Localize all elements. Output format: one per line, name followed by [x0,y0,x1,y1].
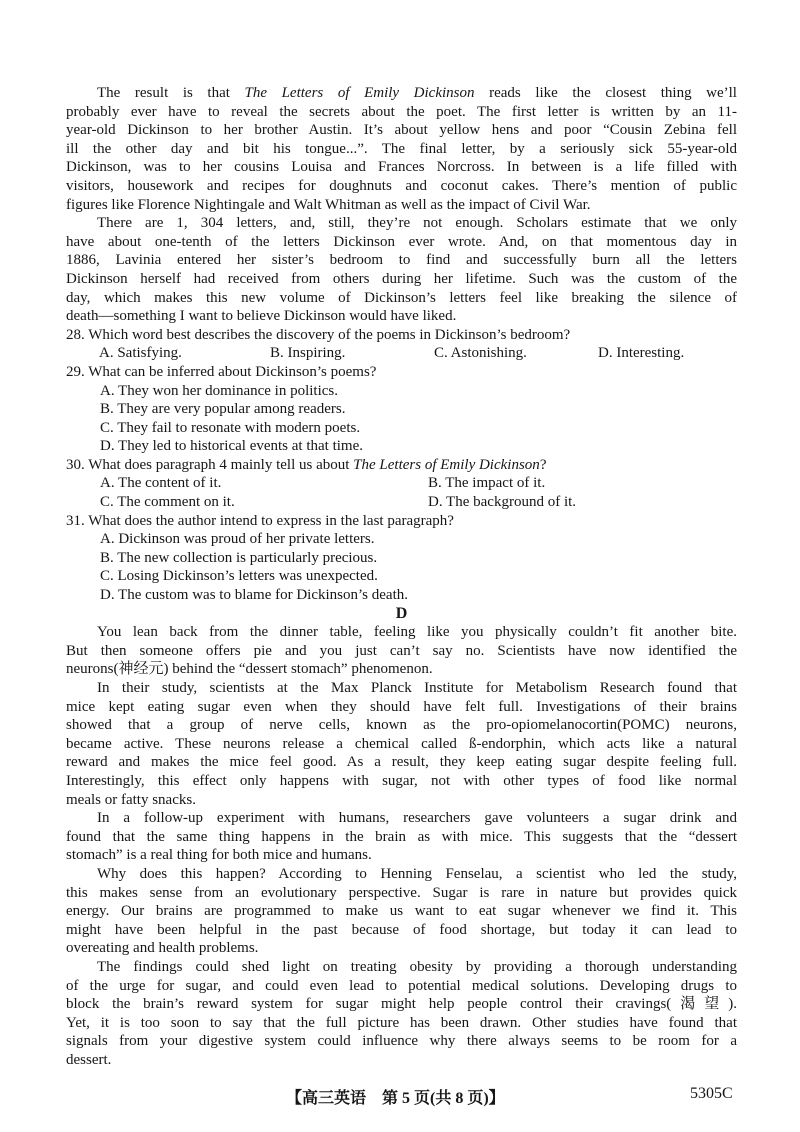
passage-line: reward and makes the mice feel good. As a result, they keep eating sugar despite feeling full. [66,754,737,771]
option-item: B. The impact of it. [428,475,546,492]
option-item: A. The content of it. [100,475,222,492]
passage-line: might have been helpful in the past because of food shortage, but today it can lead to [66,921,737,938]
passage-line: death—something I want to believe Dickinson would have liked. [66,308,457,325]
option-item: C. The comment on it. [100,494,235,511]
option-item: B. They are very popular among readers. [100,401,346,418]
passage-line: 1886, Lavinia entered her sister’s bedroom to find and successfully burn all the letters [66,252,737,269]
option-item: A. They won her dominance in politics. [100,382,339,399]
option-item: D. The background of it. [428,494,577,511]
passage-line: Interestingly, this effect only happens with sugar, not with other types of food like normal [66,772,737,789]
section-label: D [395,604,408,622]
passage-line: In their study, scientists at the Max Planck Institute for Metabolism Research found that [97,680,737,696]
footer-paper-code: 5305C [690,1085,733,1102]
passage-line: meals or fatty snacks. [66,791,196,808]
passage-line: found that the same thing happens in the brain as with mice. This suggests that the “dessert [66,828,737,845]
option-item: D. The custom was to blame for Dickinson’s death. [100,587,408,604]
option-item: B. The new collection is particularly precious. [100,549,378,566]
question-stem: 29. What can be inferred about Dickinson’s poems? [66,363,377,380]
passage-line: You lean back from the dinner table, feeling like you physically couldn’t fit another bite. [97,624,737,641]
passage-line: have about one-tenth of the letters Dickinson ever wrote. And, on that momentous day in [66,233,737,250]
option-item: C. Astonishing. [434,345,527,362]
passage-line: ill the other day and bit his tongue...”. The final letter, by a seriously sick 55-year-old [66,140,737,157]
page-content [66,84,737,1069]
passage-line: of the urge for sugar, and could even lead to potential medical solutions. Developing drugs to [66,977,737,994]
question-stem: 28. Which word best describes the discovery of the poems in Dickinson’s bedroom? [66,326,571,343]
question-stem: 30. What does paragraph 4 mainly tell us about The Letters of Emily Dickinson? [66,456,547,473]
option-item: D. They led to historical events at that time. [100,438,363,455]
option-item: A. Satisfying. [99,345,182,362]
passage-line: showed that a group of nerve cells, known as the pro-opiomelanocortin(POMC) neurons, [66,717,737,734]
option-item: D. Interesting. [598,345,685,362]
passage-line: mice kept eating sugar even when they should have felt full. Investigations of their brains [66,698,737,715]
passage-line: Dickinson, was to her cousins Louisa and Frances Norcross. In between is a life filled with [66,159,737,176]
option-item: A. Dickinson was proud of her private letters. [100,531,375,548]
passage-line: this makes sense from an evolutionary perspective. Sugar is rare in nature but provides quick [66,884,737,901]
option-item: B. Inspiring. [270,345,346,362]
footer-page-label: 【高三英语 第 5 页(共 8 页)】 [286,1090,505,1107]
passage-line: The findings could shed light on treating obesity by providing a thorough understanding [97,958,737,975]
passage-line: Yet, it is too soon to say that the full picture has been drawn. Other studies have found that [66,1014,737,1031]
passage-line: block the brain’s reward system for sugar might help people control their cravings(渴望). [66,996,737,1013]
passage-line: The result is that The Letters of Emily Dickinson reads like the closest thing we’ll [97,85,737,101]
page-footer [0,1085,800,1109]
passage-line: signals from your digestive system could influence why there always seems to be room for a [66,1033,737,1050]
passage-line: year-old Dickinson to her brother Austin. It’s about yellow hens and poor “Cousin Zebina fell [66,122,737,139]
passage-line: energy. Our brains are programmed to make us want to eat sugar whenever we find it. This [66,903,737,920]
question-stem: 31. What does the author intend to express in the last paragraph? [66,512,454,529]
passage-line: visitors, housework and recipes for doughnuts and coconut cakes. There’s mention of public [66,177,737,194]
passage-line: stomach” is a real thing for both mice and humans. [66,847,372,864]
passage-line: In a follow-up experiment with humans, researchers gave volunteers a sugar drink and [97,810,737,827]
passage-line: probably ever have to reveal the secrets about the poet. The first letter is written by an 11- [66,103,737,120]
options-row [66,493,737,512]
passage-line: figures like Florence Nightingale and Walt Whitman as well as the impact of Civil War. [66,196,591,213]
passage-line: Why does this happen? According to Henning Fenselau, a scientist who led the study, [97,865,737,882]
passage-line: day, which makes this new volume of Dickinson’s letters feel like breaking the silence of [66,289,737,306]
passage-line: Dickinson herself had received from others during her lifetime. Such was the custom of the [66,270,737,287]
passage-line: neurons(神经元) behind the “dessert stomach” phenomenon. [66,661,433,678]
passage-line: overeating and health problems. [66,940,259,957]
passage-line: became active. These neurons release a chemical called ß-endorphin, which acts like a natural [66,735,737,752]
passage-line: dessert. [66,1051,112,1068]
options-row [66,344,737,363]
passage-line: But then someone offers pie and you just can’t say no. Scientists have now identified the [66,642,737,659]
passage-line: There are 1, 304 letters, and, still, they’re not enough. Scholars estimate that we only [97,215,737,232]
option-item: C. They fail to resonate with modern poets. [100,419,361,436]
option-item: C. Losing Dickinson’s letters was unexpected. [100,568,378,585]
options-row [66,474,737,493]
